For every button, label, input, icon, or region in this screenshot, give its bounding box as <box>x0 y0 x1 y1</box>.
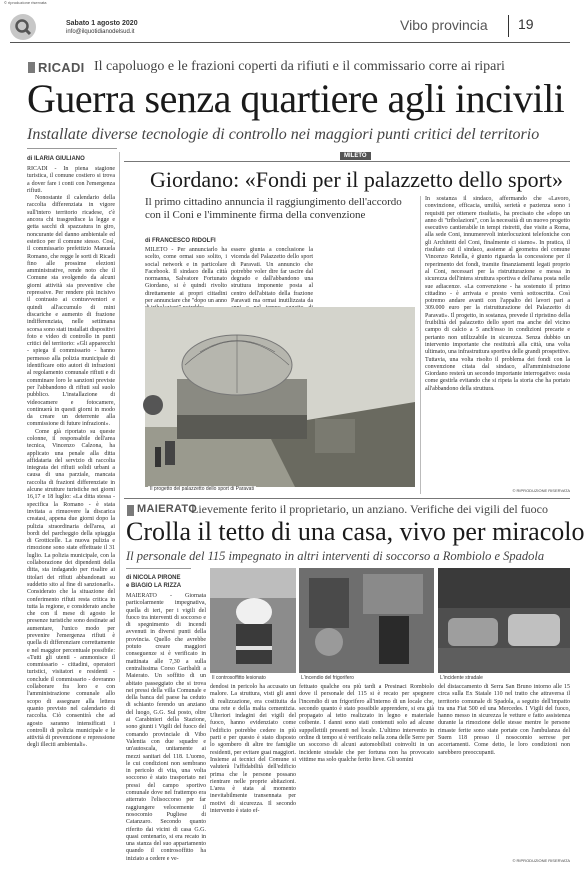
stadium-rendering-icon <box>145 307 415 487</box>
column-divider <box>119 152 120 682</box>
copyright-notice: © riproduzione riservata <box>4 0 47 5</box>
article2-subhead: Il primo cittadino annuncia il raggiungimento dell'accordo con il Coni e l'imminente firma della convenzione <box>145 196 402 221</box>
section-title: Vibo provincia <box>400 17 488 33</box>
article3-top-rule <box>124 498 570 499</box>
fridge-fire-photo <box>299 568 434 673</box>
article1-overline: Il capoluogo e le frazioni coperti da rifiuti e il commissario corre ai ripari <box>94 59 505 74</box>
article2-top-rule <box>124 161 570 162</box>
firefighter-photo-icon <box>210 568 296 673</box>
article2-col1: MILETO - Per annunciarlo ha scelto, come ormai suo solito, i social network e in particolare Facebook. Il sindaco della città normanna, Salvatore Fortunato Giordano, si è quindi rivolto direttamente ai propri cittadini per annunciare che "dopo un anno <box>145 247 227 305</box>
article3-byline-1: di NICOLA PIRONE <box>126 575 181 581</box>
ceiling-photo <box>210 568 296 673</box>
article2-col2: essere giunta a conclusione la vicenda del Palazzetto dello sport di Paravati. Un annuncio che potrebbe voler dire far uscire dal degrado e dall'abbandono una struttura imponente posta al centro dell'abitato della frazione Paravati ma ormai inutilizzata da <box>231 247 313 305</box>
article3-col2: dendosi in pericolo ha accusato un malore. La struttura, visti gli anni di realizzazione, era costituita da una rete e della malta cementizia. Ulteriori indagini dei vigili del fuoco, hanno evidenziato come l'edificio potrebbe cedere in più parti e per questo è stato disposto lo sgombero di altre tre famiglie residenti, per evitare guai maggiori. Insieme ai tecnici del Comune si valuterà l'affidabilità dell'edificio prima che le persone possano rientrare nelle proprie abitazioni. L'area è stata al momento inevitabilmente transennata per motivi di sicurezza. Il secondo intervento è stato ef- <box>210 684 296 815</box>
article3-caption-1: Il controsoffitto lesionato <box>212 675 266 681</box>
article3-byline-2: e BIAGIO LA RIZZA <box>126 583 182 589</box>
article2-byline: di FRANCESCO RIDOLFI <box>145 238 216 244</box>
column-divider <box>420 196 421 494</box>
article1-headline: Guerra senza quartiere agli incivili <box>27 76 565 121</box>
page-number: 19 <box>518 16 534 32</box>
article3-subhead: Il personale del 115 impegnato in altri interventi di soccorso a Rombiolo e Spadola <box>126 549 545 563</box>
article3-caption-3: L'incidente stradale <box>440 675 483 681</box>
article1-paragraph: Come già riportato su queste colonne, il responsabile dell'area tecnica, Vincenzo Calzona, ha applicato una penale alla ditta affidataria del servizio di raccolta integrata dei rifiuti solidi urbani a causa di una parziale, mancata raccolta di frazioni differenziate in alcune strutture turistiche nei giorni 16,17 e 18 luglio: «La ditta stessa - specifica la Romano - è stata invitata a rimuovere la discarica creatasi, appena due giorni dopo la pulizia straordinaria dell'area, ai bordi del parcheggio della spiaggia di Grotticelle. La nuova pulizia e rimozione sono state effettuate il 31 luglio. La polizia municipale, con la collaborazione dei dipendenti della ditta, sta indagando per risalire ai titolari dei rifiuti abbandonati su suddetto sito al fine di sanzionarli». Considerato che la situazione del conferimento rifiuti resta critica in tutta la regione, e considerato anche che con il mese di agosto le presenze turistiche sono destinate ad aumentare, l'unico modo per prevenire l'emergenza rifiuti è quella di differenziare correttamente e nel maggior percentuale possibile: «Tutti gli utenti - ammonisce il commissario - cittadini, operatori turistici, visitatori e residenti - conclude il commissario - dovranno collaborare fra loro e con l'amministrazione comunale allo scopo di assegnare alla lettera quanto previsto nel calendario di raccolta. Ciò consentirà che ad agosto saranno intensificati i controlli di polizia municipale e le attività di prevenzione e repressione degli illeciti ambientali». <box>27 428 115 749</box>
article2-caption: Il progetto del palazzetto dello sport di Paravati <box>150 486 254 492</box>
newspaper-logo <box>10 14 36 40</box>
article2-kicker: MILETO <box>340 152 371 160</box>
article2-col3: In sostanza il sindaco, affermando che «Lavoro, convinzione, efficacia, umiltà, serietà e pazienza sono i requisiti per ottenere risultati», ha precisato che «dopo un anno di "tribolazioni", con la necessità di un nuovo progetto esecutivo cantierabile in tempi ristretti, due visite a Roma, alla sede Coni, innumerevoli interlocuzioni telefoniche con gli Architetti del Coni, finalmente ci siamo». In pratica, il risultato cui il sindaco, assieme al geometra del comune Vincenzo Retella, è giunto riguarda la concessione per il reperimento dei fondi, tramite finanziamenti legati proprio al Coni, necessari per la ristrutturazione e messa in sicurezza dell'intera struttura sportiva e dell'area posta nelle sue adiacenze. «La convenzione - ha sostenuto il primo cittadino - è arrivata e presto verrà sottoscritta. Così potremo andare avanti con l'appalto dei lavori pari a 309.000 euro per la ristrutturazione del Palazzetto di Paravati». Il progetto, in sostanza, prevede il ripristino della fruibilità del palazzetto dello sport ma anche del vicino campo di calcio a 5 anch'esso in condizioni precarie e pertanto non utilizzabile in sicurezza. Senza dubbio un intervento importante che restituirà alla città, una volta ultimato, una infrastruttura sportiva delle grandi prospettive. Tuttavia, una volta risolto il problema dei fondi con la convenzione citata dal sindaco, all'amministrazione Giordano resterà un secondo importante interrogativo: ossia come gestirla evitando che si ripeta la storia che ha portato all'abbandono della struttura. <box>425 196 570 392</box>
article1-byline: di ILARIA GIULIANO <box>27 156 85 162</box>
header-rule <box>10 42 570 43</box>
article1-subhead: Installate diverse tecnologie di controllo nei maggiori punti critici del territorio <box>27 126 540 143</box>
article3-overline: Lievemente ferito il proprietario, un anziano. Verifiche dei vigili del fuoco <box>191 502 548 516</box>
article2-copyright: © RIPRODUZIONE RISERVATA <box>512 488 570 493</box>
article1-paragraph: Nonostante il calendario della raccolta differenziata in vigore sull'intero territorio ricadese, c'è ancora chi trasgredisce la legge e getta sacchi di spazzatura in giro, noncurante del danno ambientale ed estetico per il comune stesso. Così, il commissario prefettizio Manuela Romano, che regge le sorti di Ricadi fino alle prossime elezioni amministrative, rende noto che il Comune sta svolgendo da alcuni giorni attività sia preventive che repressive. Per rendere più incisivo il contrasto ai contravventori e quindi all'accumulo di mini discariche e aumento di frazione indifferenziata, nelle settimana scorsa sono stati installati dispositivi foto e video di controllo in punti critici del territorio: «Gli apparecchi - spiega il commissario - hanno permesso alla polizia municipale di identificare otto autori di infrazioni al regolamento comunale rifiuti e di comminare loro le sanzioni previste per l'abbandono di rifiuti sul suolo pubblico. L'installazione di videocamere e fotocamere, continuerà in questi giorni in modo da creare un deterrente alla commissione di future infrazioni». <box>27 195 115 428</box>
byline-rule <box>126 568 191 569</box>
q-logo-icon <box>15 19 31 35</box>
accident-photo-icon <box>438 568 570 673</box>
palazzetto-rendering-image <box>145 307 415 487</box>
contact-email[interactable]: info@ilquotidianodelsud.it <box>66 29 135 35</box>
article1-paragraph: RICADI - In piena stagione turistica, il comune costiero si trova a dover fare i conti con l'emergenza rifiuti. <box>27 166 115 194</box>
header-divider <box>508 15 509 37</box>
article3-col3: fettuato qualche ora più tardi a Presinaci Rombiolo dove il personale del 115 si è recato per spegnere l'incendio di un frigorifero all'interno di un locale che, secondo quanto è stato possibile apprendere, si era già propagato al tetto realizzato in legno e materiale coibente. I danni sono stati contenuti solo ad alcune suppellettili presenti nel locale. L'ultimo intervento in ordine di tempo si è verificato nella zona delle Serre per un soccorso di alcuni automobilisti coinvolti in un incidente stradale che per fortuna non ha provocato vittime ma solo qualche ferito lieve. Gli uomini <box>299 684 434 763</box>
article3-caption-2: L'incendio del frigorifero <box>301 675 354 681</box>
article3-kicker: MAIERATO <box>137 503 198 515</box>
fire-scene-photo-icon <box>299 568 434 673</box>
kicker-marker-icon <box>28 62 35 73</box>
article3-copyright: © RIPRODUZIONE RISERVATA <box>512 858 570 863</box>
article3-headline: Crolla il tetto di una casa, vivo per miracolo <box>126 517 584 546</box>
issue-date: Sabato 1 agosto 2020 <box>66 20 138 27</box>
article3-col1: MAIERATO - Giornata particolarmente impegnativa, quella di ieri, per i vigili del fuoco tra interventi di soccorso e di spegnimento di incendi avvenuti in diversi punti della provincia. Quello che avrebbe potuto creare maggiori conseguenze si è verificato in mattinata alle 7,30 a sulla centralissima Corso Garibaldi a Maierato. Un soffitto di un abitato passeggiato che si trova nei pressi della villa Comunale e della banca del paese ha ceduto di schianto ferendo un anziano del luogo, G.G. Sul posto, oltre ai Carabinieri della Stazione, sono giunti i Vigili del fuoco del comando provinciale di Vibo Valentia con due squadre e un'autoscala, unitamente ai mezzi sanitari del 118. L'uomo, le cui condizioni non sembrano in pericolo di vita, una volta soccorso è stato trasportato nei pressi del campo sportivo comunale dove nel frattempo era atterrato l'elisoccorso per far raggiungere velocemente il nosocomio Pugliese di Catanzaro. Secondo quanto riferito dai vicini di casa G.G. quasi centenario, si era recato in una stanza del suo appartamento quando il controsoffitto ha iniziato a cedere e ve- <box>126 593 206 862</box>
kicker-marker-icon <box>127 505 134 516</box>
article1-kicker: RICADI <box>38 60 85 75</box>
article2-headline: Giordano: «Fondi per il palazzetto dello sport» <box>150 167 564 192</box>
article3-col4: del distaccamento di Serra San Bruno intorno alle 15 circa sulla Ex Statale 110 nel tratto che attraversa il territorio comunale di Spadola, a seguito dell'impatto tra una Fiat 500 ed una Mercedes. I Vigili del fuoco, hanno messo in sicurezza le vetture e fatto assistenza durante la rimozione delle stesse mentre le persone rimaste ferite sono state portate con l'ambulanza del Suem 118 presso il nosocomio serrese per accertamenti. Come detto, le loro condizioni non sarebbero preoccupanti. <box>438 684 570 756</box>
article1-body <box>27 166 115 749</box>
car-accident-photo <box>438 568 570 673</box>
byline-rule <box>27 148 117 149</box>
